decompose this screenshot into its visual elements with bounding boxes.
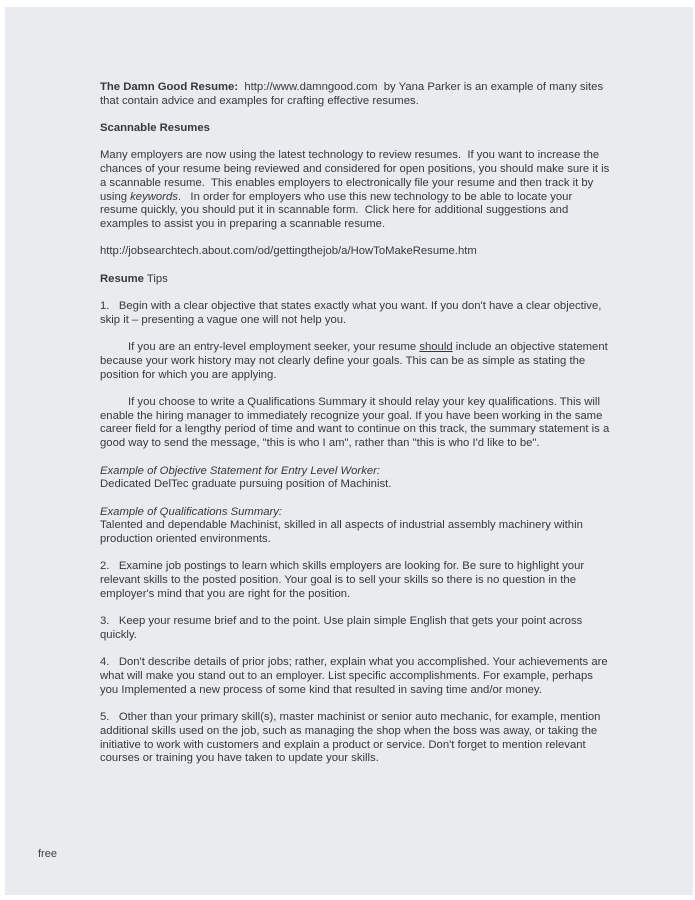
note-entry-text-1: If you are an entry-level employment seeker, your resume bbox=[128, 341, 420, 354]
example-objective-body: Dedicated DelTec graduate pursuing position of Machinist. bbox=[100, 478, 392, 491]
document-body bbox=[100, 81, 612, 780]
tip-4-paragraph: 4. Don't describe details of prior jobs; rather, explain what you accomplished. Your achievements are what will make you stand out to an employer. List specific accomplishments. For example, perhaps you Implemented a new process of some kind that resulted in saving time and/or money. bbox=[100, 656, 611, 696]
tip-5-paragraph: 5. Other than your primary skill(s), master machinist or senior auto mechanic, for example, mention additional skills used on the job, such as managing the shop when the boss was away, or taking the initiative to work with customers and explain a product or service. Don't forget to mention relevant courses or training you have taken to update your skills. bbox=[100, 711, 604, 765]
tips-heading-rest: Tips bbox=[143, 272, 168, 285]
intro-paragraph bbox=[100, 81, 612, 108]
intro-title: The Damn Good Resume: bbox=[100, 81, 239, 93]
intro-text: http://www.damngood.com by Yana Parker is an example of many sites that contain advice and examples for crafting effective resumes. bbox=[100, 81, 607, 107]
scannable-paragraph bbox=[100, 149, 612, 231]
tip-2-paragraph: 2. Examine job postings to learn which skills employers are looking for. Be sure to highlight your relevant skills to the posted position. Your goal is to sell your skills so there is no question in the employer's mind that you are right for the position. bbox=[100, 560, 588, 600]
keywords-emphasis: keywords bbox=[130, 190, 178, 203]
tip-3-paragraph: 3. Keep your resume brief and to the point. Use plain simple English that gets your point across quickly. bbox=[100, 615, 586, 641]
section-heading-resume-tips bbox=[100, 273, 612, 287]
url-line: http://jobsearchtech.about.com/od/gettingthejob/a/HowToMakeResume.htm bbox=[100, 245, 477, 258]
scannable-text-1: Many employers are now using the latest technology to review resumes. If you want to increase the chances of your resume being reviewed and considered for open positions, you should make sure it is a scannable resume. This enables employers to electronically file your resume and then track it by using bbox=[100, 149, 613, 203]
section-heading-scannable-resumes: Scannable Resumes bbox=[100, 122, 210, 135]
example-summary-block bbox=[100, 506, 612, 547]
tip-1-paragraph: 1. Begin with a clear objective that states exactly what you want. If you don't have a clear objective, skip it – presenting a vague one will not help you. bbox=[100, 300, 605, 326]
scannable-text-2: . In order for employers who use this new technology to be able to locate your resume quickly, you should put it in scannable form. Click here for additional suggestions and examples to assist you in preparing a scannable resume. bbox=[100, 190, 576, 230]
example-summary-body: Talented and dependable Machinist, skilled in all aspects of industrial assembly machinery within production oriented environments. bbox=[100, 519, 587, 546]
free-watermark-label: free bbox=[38, 848, 57, 860]
tip-1-note-summary: If you choose to write a Qualifications Summary it should relay your key qualifications. This will enable the hiring manager to immediately recognize your goal. If you have been working in the same career field for a lengthy period of time and want to continue on this track, the summary statement is a good way to send the message, "this is who I am", rather than "this is who I'd like to be". bbox=[100, 396, 613, 450]
example-summary-title: Example of Qualifications Summary: bbox=[100, 505, 283, 518]
example-objective-title: Example of Objective Statement for Entry Level Worker: bbox=[100, 464, 381, 477]
document-page bbox=[5, 7, 693, 895]
example-objective-block bbox=[100, 465, 612, 492]
tips-heading-bold: Resume bbox=[100, 272, 144, 285]
should-underlined: should bbox=[419, 341, 453, 354]
note-entry-text-2: include an objective statement because your work history may not clearly define your goals. This can be as simple as stating the position for which you are applying. bbox=[100, 341, 611, 381]
tip-1-note-entry-level bbox=[100, 341, 612, 382]
